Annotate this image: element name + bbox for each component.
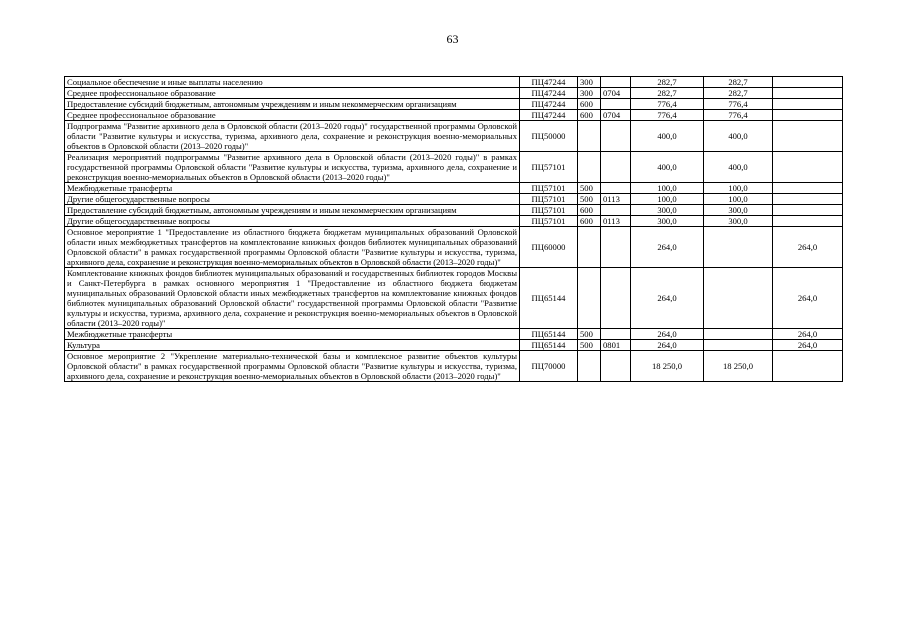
row-target-code-cell: ПЦ57101 xyxy=(520,194,578,205)
row-sum-total-cell: 282,7 xyxy=(631,77,704,88)
row-expense-type-cell: 300 xyxy=(578,77,601,88)
table-row xyxy=(65,121,843,152)
row-sum-regional-cell xyxy=(704,340,773,351)
row-sum-regional-cell xyxy=(704,227,773,268)
row-sum-total-cell: 264,0 xyxy=(631,227,704,268)
table-row xyxy=(65,99,843,110)
row-sum-total-cell: 264,0 xyxy=(631,329,704,340)
row-sum-total-cell: 400,0 xyxy=(631,152,704,183)
row-sum-federal-cell xyxy=(773,216,843,227)
row-section-cell: 0113 xyxy=(601,216,631,227)
table-row xyxy=(65,329,843,340)
row-expense-type-cell xyxy=(578,227,601,268)
row-target-code-cell: ПЦ47244 xyxy=(520,110,578,121)
row-expense-type-cell xyxy=(578,351,601,382)
row-name-cell: Предоставление субсидий бюджетным, автономным учреждениям и иным некоммерческим организациям xyxy=(65,205,520,216)
table-row xyxy=(65,183,843,194)
row-sum-federal-cell xyxy=(773,77,843,88)
table-row xyxy=(65,351,843,382)
row-target-code-cell: ПЦ65144 xyxy=(520,340,578,351)
row-name-cell: Среднее профессиональное образование xyxy=(65,88,520,99)
row-target-code-cell: ПЦ47244 xyxy=(520,99,578,110)
row-expense-type-cell: 600 xyxy=(578,110,601,121)
table-row xyxy=(65,205,843,216)
budget-table xyxy=(64,76,843,382)
row-sum-total-cell: 400,0 xyxy=(631,121,704,152)
row-name-cell: Межбюджетные трансферты xyxy=(65,329,520,340)
row-section-cell xyxy=(601,268,631,329)
row-sum-total-cell: 300,0 xyxy=(631,205,704,216)
row-sum-federal-cell xyxy=(773,194,843,205)
row-target-code-cell: ПЦ65144 xyxy=(520,329,578,340)
row-sum-federal-cell xyxy=(773,110,843,121)
row-sum-regional-cell: 282,7 xyxy=(704,77,773,88)
row-sum-regional-cell: 300,0 xyxy=(704,205,773,216)
row-sum-federal-cell: 264,0 xyxy=(773,268,843,329)
row-sum-total-cell: 100,0 xyxy=(631,194,704,205)
row-sum-total-cell: 776,4 xyxy=(631,99,704,110)
row-sum-total-cell: 264,0 xyxy=(631,268,704,329)
row-sum-total-cell: 264,0 xyxy=(631,340,704,351)
row-sum-federal-cell: 264,0 xyxy=(773,227,843,268)
row-target-code-cell: ПЦ57101 xyxy=(520,205,578,216)
row-sum-regional-cell: 776,4 xyxy=(704,110,773,121)
row-sum-federal-cell xyxy=(773,152,843,183)
row-section-cell xyxy=(601,329,631,340)
row-section-cell xyxy=(601,351,631,382)
row-expense-type-cell: 500 xyxy=(578,340,601,351)
row-target-code-cell: ПЦ47244 xyxy=(520,88,578,99)
table-row xyxy=(65,268,843,329)
row-sum-total-cell: 18 250,0 xyxy=(631,351,704,382)
row-sum-total-cell: 100,0 xyxy=(631,183,704,194)
table-row xyxy=(65,216,843,227)
row-name-cell: Реализация мероприятий подпрограммы "Развитие архивного дела в Орловской области (2013–2020 годы)" в рамках государственной программы Орловской области "Развитие культуры и искусства, туризма, архивного дела, сохранение и реконструкция военно-мемориальных объектов в Орловской области (2013–2020 годы)" xyxy=(65,152,520,183)
row-section-cell: 0113 xyxy=(601,194,631,205)
row-expense-type-cell: 500 xyxy=(578,329,601,340)
row-target-code-cell: ПЦ60000 xyxy=(520,227,578,268)
row-section-cell xyxy=(601,183,631,194)
row-section-cell xyxy=(601,77,631,88)
row-expense-type-cell: 600 xyxy=(578,99,601,110)
row-sum-regional-cell: 776,4 xyxy=(704,99,773,110)
row-sum-regional-cell: 400,0 xyxy=(704,121,773,152)
row-expense-type-cell xyxy=(578,268,601,329)
row-sum-regional-cell xyxy=(704,268,773,329)
row-sum-federal-cell xyxy=(773,183,843,194)
row-expense-type-cell: 600 xyxy=(578,216,601,227)
row-sum-regional-cell: 18 250,0 xyxy=(704,351,773,382)
row-section-cell xyxy=(601,121,631,152)
row-sum-federal-cell: 264,0 xyxy=(773,340,843,351)
row-target-code-cell: ПЦ57101 xyxy=(520,152,578,183)
row-sum-federal-cell xyxy=(773,121,843,152)
row-section-cell xyxy=(601,205,631,216)
row-sum-federal-cell: 264,0 xyxy=(773,329,843,340)
row-expense-type-cell xyxy=(578,152,601,183)
row-name-cell: Комплектование книжных фондов библиотек муниципальных образований и государственных библиотек городов Москвы и Санкт-Петербурга в рамках основного мероприятия 1 "Предоставление из областного бюджета бюджетам муниципальных образований Орловской области иных межбюджетных трансфертов на комплектование книжных фондов библиотек муниципальных образований Орловской области" государственной программы Орловской области "Развитие культуры и искусства, туризма, архивного дела, сохранение и реконструкция военно-мемориальных объектов в Орловской области (2013–2020 годы)" xyxy=(65,268,520,329)
row-sum-regional-cell: 282,7 xyxy=(704,88,773,99)
row-name-cell: Предоставление субсидий бюджетным, автономным учреждениям и иным некоммерческим организациям xyxy=(65,99,520,110)
row-name-cell: Подпрограмма "Развитие архивного дела в Орловской области (2013–2020 годы)" государственной программы Орловской области "Развитие культуры и искусства, туризма, архивного дела, сохранение и реконструкция военно-мемориальных объектов в Орловской области (2013–2020 годы)" xyxy=(65,121,520,152)
row-target-code-cell: ПЦ47244 xyxy=(520,77,578,88)
row-section-cell: 0801 xyxy=(601,340,631,351)
table-row xyxy=(65,77,843,88)
table-row xyxy=(65,194,843,205)
row-sum-federal-cell xyxy=(773,88,843,99)
row-expense-type-cell: 500 xyxy=(578,183,601,194)
row-sum-federal-cell xyxy=(773,205,843,216)
budget-table-body xyxy=(65,77,843,382)
page-number: 63 xyxy=(446,32,459,46)
row-name-cell: Межбюджетные трансферты xyxy=(65,183,520,194)
table-row xyxy=(65,340,843,351)
row-target-code-cell: ПЦ57101 xyxy=(520,216,578,227)
row-expense-type-cell: 600 xyxy=(578,205,601,216)
row-target-code-cell: ПЦ50000 xyxy=(520,121,578,152)
row-section-cell: 0704 xyxy=(601,88,631,99)
row-name-cell: Другие общегосударственные вопросы xyxy=(65,194,520,205)
table-row xyxy=(65,88,843,99)
row-expense-type-cell xyxy=(578,121,601,152)
row-target-code-cell: ПЦ70000 xyxy=(520,351,578,382)
table-row xyxy=(65,110,843,121)
table-row xyxy=(65,227,843,268)
row-name-cell: Другие общегосударственные вопросы xyxy=(65,216,520,227)
row-sum-regional-cell: 300,0 xyxy=(704,216,773,227)
row-name-cell: Культура xyxy=(65,340,520,351)
row-name-cell: Основное мероприятие 1 "Предоставление из областного бюджета бюджетам муниципальных образований Орловской области иных межбюджетных трансфертов на комплектование книжных фондов библиотек муниципальных образований Орловской области" в рамках государственной программы Орловской области "Развитие культуры и искусства, туризма, архивного дела, сохранение и реконструкция военно-мемориальных объектов в Орловской области (2013–2020 годы)" xyxy=(65,227,520,268)
row-sum-federal-cell xyxy=(773,99,843,110)
row-section-cell: 0704 xyxy=(601,110,631,121)
row-name-cell: Среднее профессиональное образование xyxy=(65,110,520,121)
row-sum-regional-cell: 400,0 xyxy=(704,152,773,183)
row-target-code-cell: ПЦ65144 xyxy=(520,268,578,329)
row-expense-type-cell: 500 xyxy=(578,194,601,205)
row-section-cell xyxy=(601,152,631,183)
row-sum-regional-cell xyxy=(704,329,773,340)
table-row xyxy=(65,152,843,183)
row-sum-regional-cell: 100,0 xyxy=(704,183,773,194)
row-sum-total-cell: 300,0 xyxy=(631,216,704,227)
row-sum-total-cell: 282,7 xyxy=(631,88,704,99)
row-target-code-cell: ПЦ57101 xyxy=(520,183,578,194)
row-section-cell xyxy=(601,227,631,268)
row-name-cell: Основное мероприятие 2 "Укрепление материально-технической базы и комплексное развитие объектов культуры Орловской области" в рамках государственной программы Орловской области "Развитие культуры и искусства, туризма, архивного дела, сохранение и реконструкция военно-мемориальных объектов в Орловской области (2013–2020 годы)" xyxy=(65,351,520,382)
row-sum-federal-cell xyxy=(773,351,843,382)
row-sum-total-cell: 776,4 xyxy=(631,110,704,121)
row-section-cell xyxy=(601,99,631,110)
row-expense-type-cell: 300 xyxy=(578,88,601,99)
row-name-cell: Социальное обеспечение и иные выплаты населению xyxy=(65,77,520,88)
row-sum-regional-cell: 100,0 xyxy=(704,194,773,205)
